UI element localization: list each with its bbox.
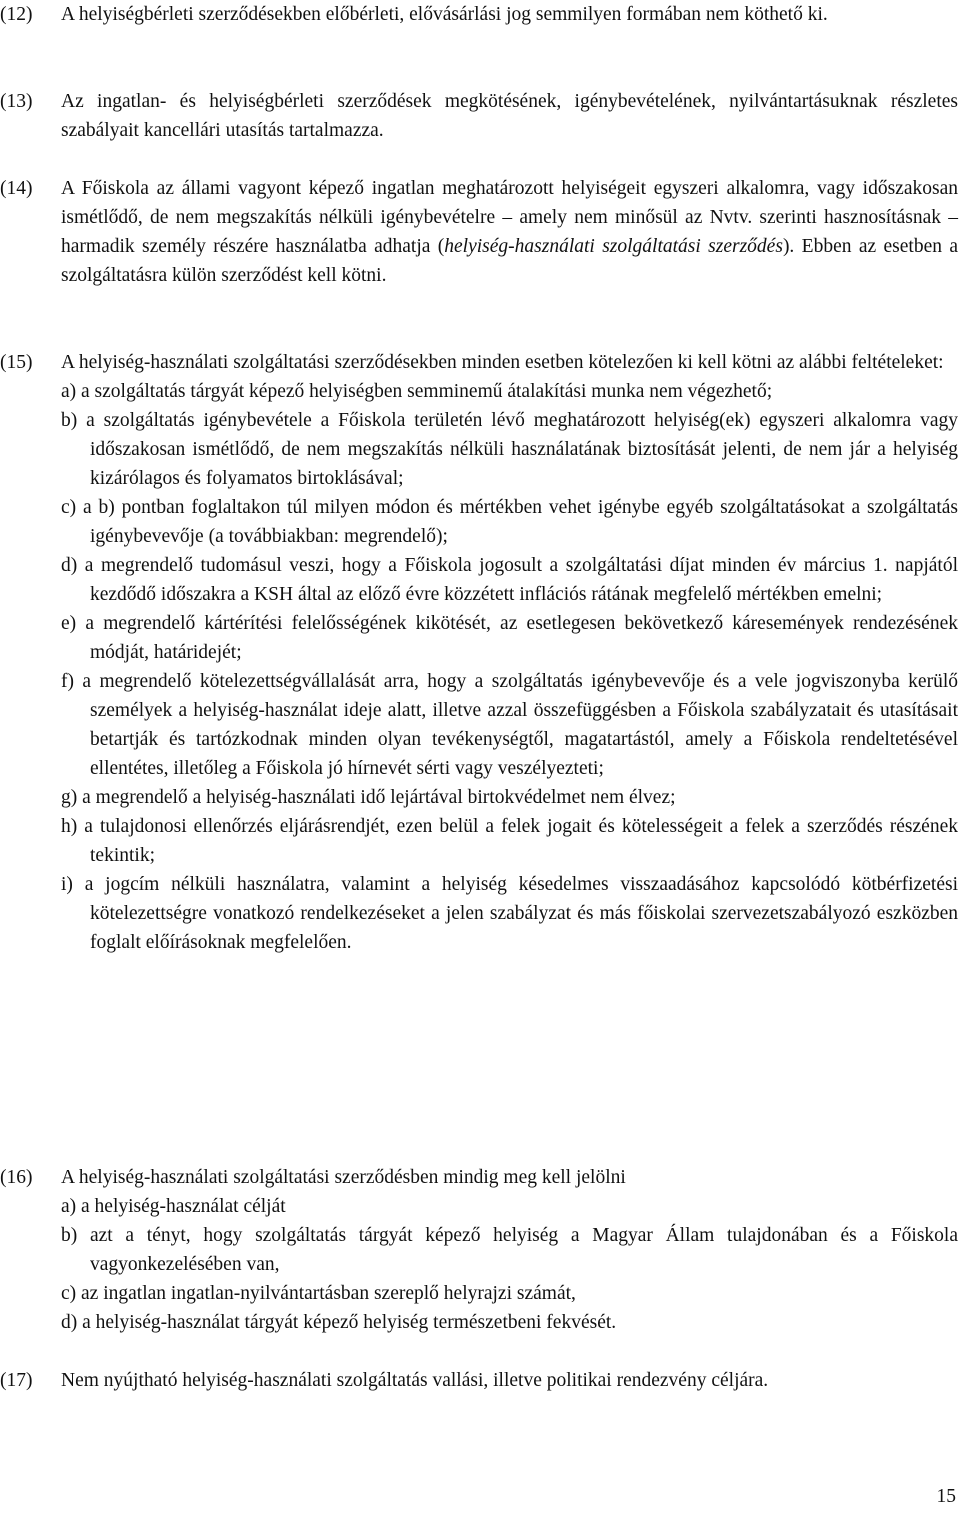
- paragraph-number: (12): [0, 4, 33, 25]
- paragraph-number: (17): [0, 1370, 33, 1391]
- paragraph-text: Az ingatlan- és helyiségbérleti szerződések megkötésének, igénybevételének, nyilvántartásuknak részletes szabályait kancellári utasítás tartalmazza.: [61, 91, 958, 141]
- paragraph-intro: A helyiség-használati szolgáltatási szerződésben mindig meg kell jelölni: [61, 1167, 626, 1188]
- emphasized-term: helyiség-használati szolgáltatási szerződés: [444, 236, 783, 257]
- paragraph-13: [0, 87, 958, 145]
- list-item: b) azt a tényt, hogy szolgáltatás tárgyát képező helyiség a Magyar Állam tulajdonában és a Főiskola vagyonkezelésében van,: [61, 1225, 958, 1275]
- paragraph-body: [61, 1163, 958, 1337]
- paragraph-intro: A helyiség-használati szolgáltatási szerződésekben minden esetben kötelezően ki kell kötni az alábbi feltételeket:: [61, 352, 944, 373]
- paragraph-number: (15): [0, 352, 33, 373]
- list-item: c) az ingatlan ingatlan-nyilvántartásban szereplő helyrajzi számát,: [61, 1283, 576, 1304]
- list-item: b) a szolgáltatás igénybevétele a Főiskola területén lévő meghatározott helyiség(ek) egyszeri alkalomra vagy időszakosan ismétlődő, de nem megszakítás nélküli használatának biztosítását jelenti, de nem jár a helyiség kizárólagos és folyamatos birtoklásával;: [61, 410, 958, 489]
- list-item: f) a megrendelő kötelezettségvállalását arra, hogy a szolgáltatás igénybevevője és a vele jogviszonyba kerülő személyek a helyiség-használat ideje alatt, illetve azzal összefüggésben a Főiskola szabályzatait és utasításait betartják és tartózkodnak minden olyan tevékenységtől, magatartástól, amely a Főiskola rendeltetésével ellentétes, illetőleg a Főiskola jó hírnevét sérti vagy veszélyezteti;: [61, 671, 958, 779]
- paragraph-text: Nem nyújtható helyiség-használati szolgáltatás vallási, illetve politikai rendezvény céljára.: [61, 1370, 769, 1391]
- paragraph-text: [61, 174, 958, 290]
- paragraph-body: [61, 348, 958, 957]
- paragraph-12: [0, 0, 958, 29]
- list-item: c) a b) pontban foglaltakon túl milyen módon és mértékben vehet igénybe egyéb szolgáltatásokat a szolgáltatás igénybevevője (a továbbiakban: megrendelő);: [61, 497, 958, 547]
- list-item: h) a tulajdonosi ellenőrzés eljárásrendjét, ezen belül a felek jogait és kötelességeit a felek a szerződés részének tekintik;: [61, 816, 958, 866]
- paragraph-number: (13): [0, 91, 33, 112]
- list-item: e) a megrendelő kártérítési felelősségének kikötését, az esetlegesen bekövetkező káresemények rendezésének módját, határidejét;: [61, 613, 958, 663]
- list-item: d) a helyiség-használat tárgyát képező helyiség természetbeni fekvését.: [61, 1312, 617, 1333]
- paragraph-text-part: ). Ebben az esetben a szolgáltatásra külön szerződést kell kötni.: [61, 236, 959, 286]
- paragraph-text: A helyiségbérleti szerződésekben előbérleti, elővásárlási jog semmilyen formában nem köthető ki.: [61, 4, 828, 25]
- paragraph-14: [0, 174, 958, 290]
- paragraph-17: [0, 1366, 958, 1395]
- list-item: i) a jogcím nélküli használatra, valamint a helyiség késedelmes visszaadásához kapcsolódó kötbérfizetési kötelezettségre vonatkozó rendelkezéseket a jelen szabályzat és más főiskolai szervezetszabályozó eszközben foglalt előírásoknak megfelelően.: [61, 874, 958, 953]
- list-item: d) a megrendelő tudomásul veszi, hogy a Főiskola jogosult a szolgáltatási díjat minden év március 1. napjától kezdődő időszakra a KSH által az előző évre közzétett inflációs rátának megfelelő mértékben emelni;: [61, 555, 958, 605]
- paragraph-15: [0, 348, 958, 957]
- paragraph-16: [0, 1163, 958, 1337]
- paragraph-number: (16): [0, 1167, 33, 1188]
- paragraph-number: (14): [0, 178, 33, 199]
- list-item: a) a helyiség-használat célját: [61, 1196, 286, 1217]
- paragraph-text-part: A Főiskola az állami vagyont képező ingatlan meghatározott helyiségeit egyszeri alkalomra, vagy időszakosan ismétlődő, de nem megszakítás nélküli igénybevételre – amely nem minősül az Nvtv. szerinti hasznosításnak – harmadik személy részére használatba adhatja (: [61, 178, 958, 257]
- list-item: g) a megrendelő a helyiség-használati idő lejártával birtokvédelmet nem élvez;: [61, 787, 676, 808]
- list-item: a) a szolgáltatás tárgyát képező helyiségben semminemű átalakítási munka nem végezhető;: [61, 381, 773, 402]
- page-number: 15: [936, 1486, 956, 1507]
